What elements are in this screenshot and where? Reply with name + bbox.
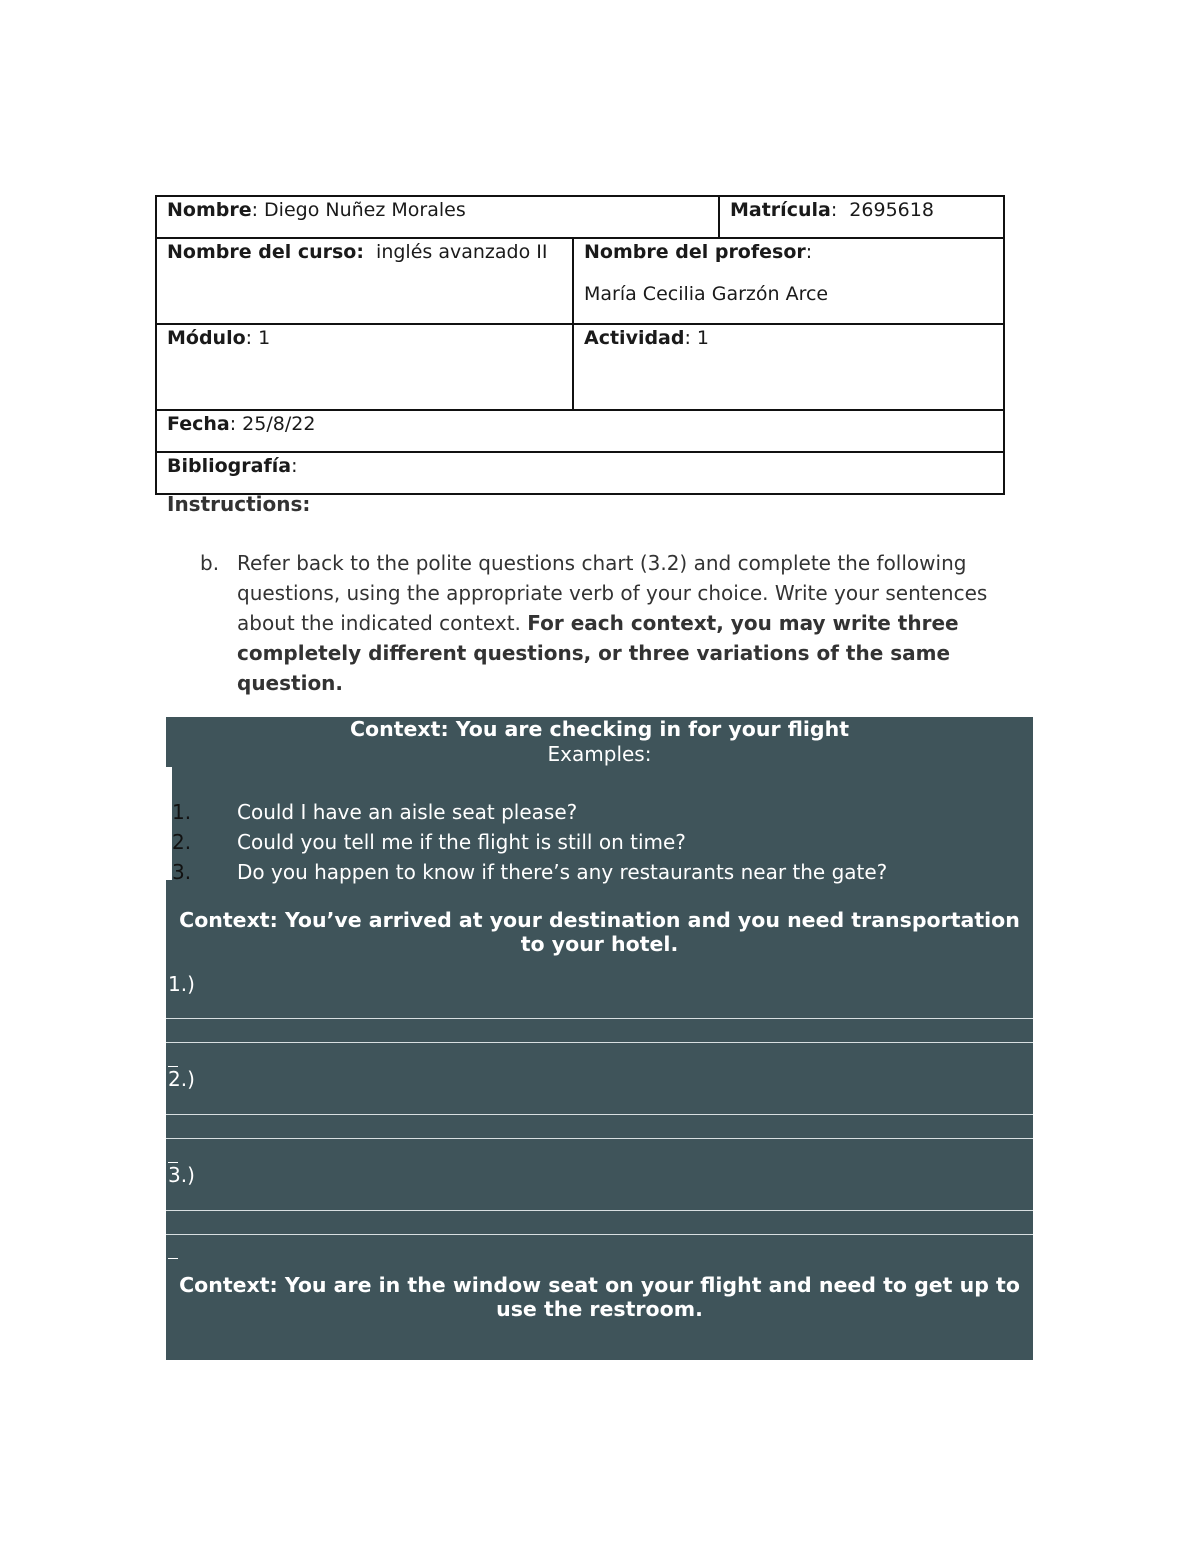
answer-1-label: 1.) [168, 972, 195, 996]
actividad-cell [573, 324, 1004, 410]
curso-label: Nombre del curso: [167, 241, 364, 263]
student-info-table [155, 195, 1005, 495]
actividad-label: Actividad [584, 327, 685, 349]
profesor-value: María Cecilia Garzón Arce [584, 283, 829, 305]
bibliografia-label: Bibliografía [167, 455, 292, 477]
instructions-title: Instructions: [167, 492, 311, 516]
answer-2-line-a [166, 1114, 1033, 1115]
answer-3-dash [168, 1258, 178, 1259]
examples-label: Examples: [547, 742, 652, 766]
example-text: Could you tell me if the flight is still on time? [237, 830, 686, 854]
nombre-label: Nombre [167, 199, 252, 221]
answer-3-line-a [166, 1210, 1033, 1211]
nombre-cell [156, 196, 719, 238]
list-item [166, 797, 1033, 827]
instructions-text [237, 548, 1020, 698]
answer-2-line-b [166, 1138, 1033, 1139]
context-block [166, 717, 1033, 1360]
profesor-cell [573, 238, 1004, 324]
profesor-colon: : [805, 241, 813, 263]
instructions-item [200, 548, 1020, 698]
bibliografia-cell [156, 452, 1004, 494]
matricula-value: : 2695618 [830, 199, 934, 221]
profesor-label: Nombre del profesor [584, 241, 806, 263]
context2-title-line1: Context: You’ve arrived at your destination and you need transportation [179, 908, 1020, 932]
instructions-letter: b. [200, 551, 220, 575]
curso-cell [156, 238, 573, 324]
modulo-value: : 1 [245, 327, 271, 349]
example-text: Do you happen to know if there’s any restaurants near the gate? [237, 860, 888, 884]
context3-title-line2: use the restroom. [496, 1297, 703, 1321]
modulo-label: Módulo [167, 327, 246, 349]
answer-3-line-b [166, 1234, 1033, 1235]
list-item [166, 827, 1033, 857]
instructions-text-plain: Refer back to the polite questions chart (3.2) and complete the following questions, using the appropriate verb of your choice. Write your sentences about the indicated context. [237, 551, 988, 635]
fecha-cell [156, 410, 1004, 452]
fecha-value: : 25/8/22 [229, 413, 316, 435]
fecha-label: Fecha [167, 413, 230, 435]
answer-3-label: 3.) [168, 1163, 195, 1187]
instructions-text-bold: For each context, you may write three completely different questions, or three variations of the same question. [237, 611, 959, 695]
matricula-label: Matrícula [730, 199, 831, 221]
list-item [166, 857, 1033, 887]
answer-1-line-b [166, 1042, 1033, 1043]
examples-list [166, 797, 1033, 887]
context3-title-line1: Context: You are in the window seat on your flight and need to get up to [179, 1273, 1020, 1297]
answer-2-label: 2.) [168, 1067, 195, 1091]
context1-title: Context: You are checking in for your flight [350, 717, 849, 741]
matricula-cell [719, 196, 1004, 238]
example-number: 2. [172, 830, 192, 854]
context2-title-line2: to your hotel. [520, 932, 679, 956]
example-number: 3. [172, 860, 192, 884]
curso-value: inglés avanzado II [363, 241, 548, 263]
actividad-value: : 1 [684, 327, 710, 349]
answer-1-line-a [166, 1018, 1033, 1019]
example-number: 1. [172, 800, 192, 824]
nombre-value: : Diego Nuñez Morales [251, 199, 466, 221]
bibliografia-value: : [291, 455, 298, 477]
example-text: Could I have an aisle seat please? [237, 800, 578, 824]
modulo-cell [156, 324, 573, 410]
